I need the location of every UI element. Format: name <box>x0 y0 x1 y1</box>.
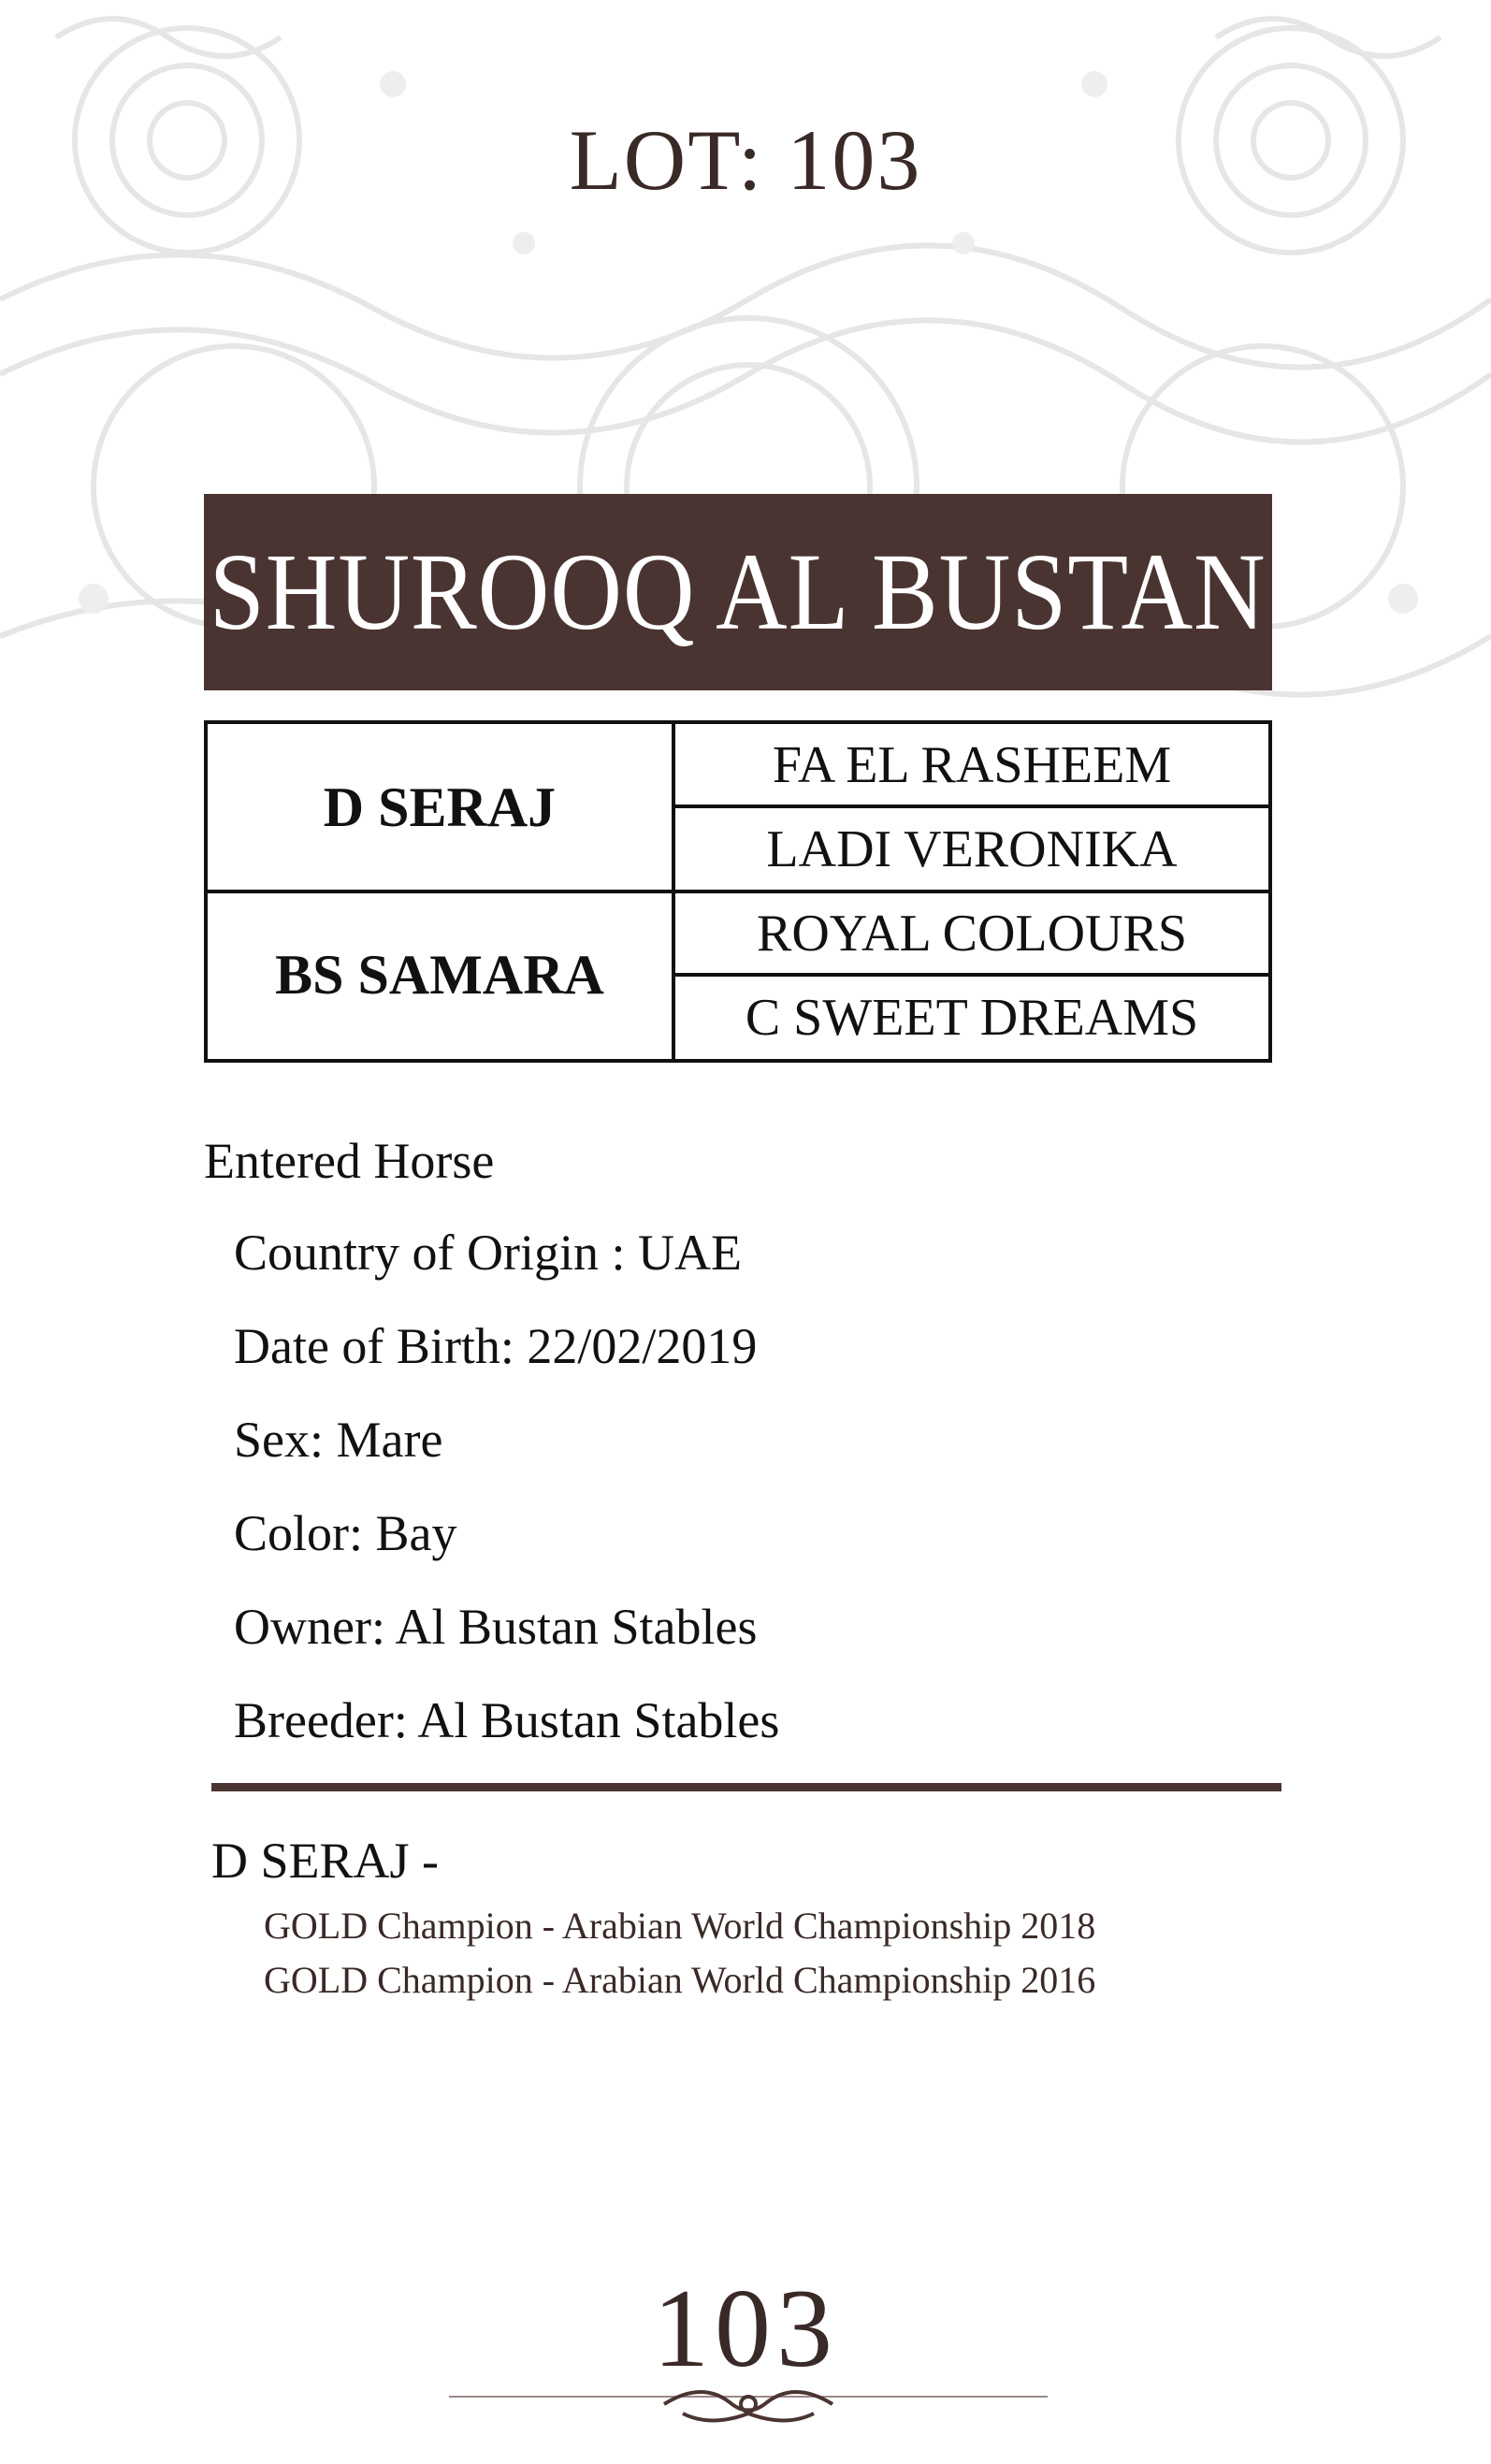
detail-breeder: Breeder: Al Bustan Stables <box>234 1692 780 1748</box>
pedigree-divider <box>675 804 1268 808</box>
horse-name-banner <box>204 494 1272 690</box>
achievements-heading: D SERAJ - <box>211 1833 440 1889</box>
page-number: 103 <box>653 2266 838 2390</box>
pedigree-dam: BS SAMARA <box>208 891 675 1059</box>
pedigree-divider <box>675 973 1268 977</box>
pedigree-dam-sire: ROYAL COLOURS <box>757 905 1187 963</box>
details-heading: Entered Horse <box>204 1133 495 1189</box>
pedigree-dam-dam: C SWEET DREAMS <box>745 989 1199 1047</box>
pedigree-sire-dam: LADI VERONIKA <box>766 820 1178 878</box>
achievement-item: GOLD Champion - Arabian World Championship 2016 <box>264 1959 1096 2001</box>
detail-owner: Owner: Al Bustan Stables <box>234 1599 758 1655</box>
horse-details <box>204 1132 779 1783</box>
detail-sex: Sex: Mare <box>234 1412 443 1468</box>
pedigree-sire: D SERAJ <box>208 724 675 891</box>
section-divider <box>211 1783 1281 1791</box>
pedigree-table <box>204 720 1272 1063</box>
lot-number: LOT: 103 <box>569 112 922 208</box>
horse-name: SHUROOQ AL BUSTAN <box>210 530 1267 653</box>
detail-color: Color: Bay <box>234 1505 457 1561</box>
pedigree-divider <box>208 890 1268 893</box>
ornament-divider-icon <box>449 2376 1048 2432</box>
detail-country: Country of Origin : UAE <box>234 1225 742 1281</box>
detail-birth-date: Date of Birth: 22/02/2019 <box>234 1318 758 1374</box>
achievement-item: GOLD Champion - Arabian World Championship 2018 <box>264 1905 1096 1947</box>
achievements-list <box>264 1899 1095 2007</box>
pedigree-sire-sire: FA EL RASHEEM <box>772 736 1172 794</box>
